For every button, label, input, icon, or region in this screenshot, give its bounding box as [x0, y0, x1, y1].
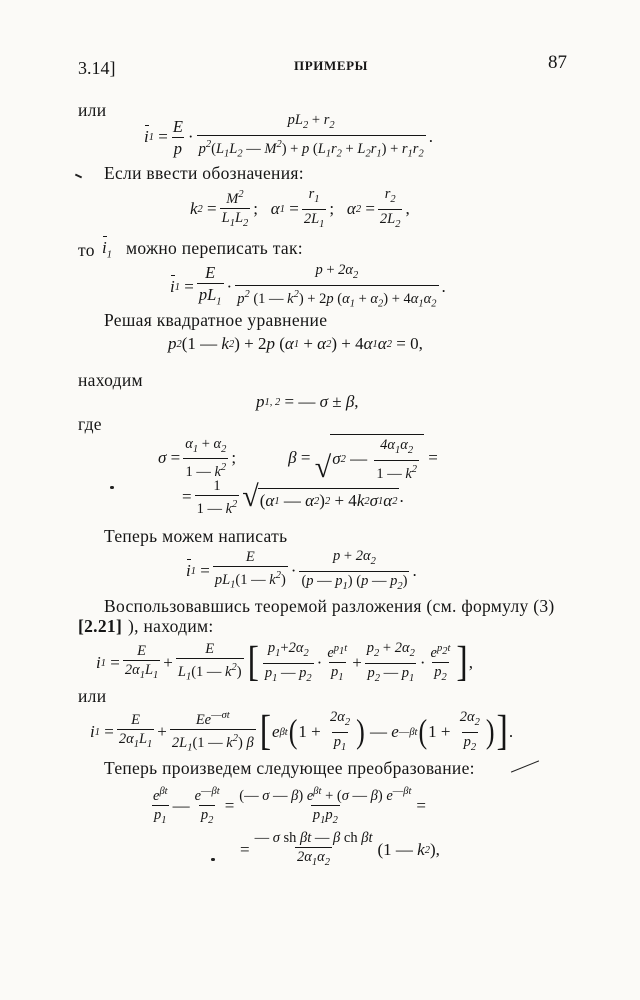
running-title: ПРИМЕРЫ	[294, 58, 369, 73]
text-nakhodim-1: находим	[78, 370, 143, 390]
equation-transformation-result: = $\frac{\text{— σ sh βt — β ch βt}}{2\alpha_1\alpha_2}$ (1 — k 2 ),	[240, 830, 440, 871]
text-transform: Теперь произведем следующее преобразование:	[104, 758, 475, 778]
equation-roots: p 1, 2 = — σ ± β ,	[256, 392, 359, 411]
pencil-mark	[511, 760, 539, 772]
text-ili-2: или	[78, 686, 107, 706]
text-expansion-theorem: Воспользовавшись теоремой разложения (см. формулу (3)	[104, 596, 555, 616]
margin-dot-2	[211, 858, 215, 861]
text-to: то	[78, 240, 95, 260]
margin-mark	[75, 174, 82, 179]
equation-i1-factored: i 1 = $\frac{E}{pL_1(1 — k^2)}$ · $\frac{p + 2\alpha_2}{(p — p_1) (p — p_2)}$ .	[186, 548, 417, 595]
formula-reference: [2.21]	[78, 616, 123, 636]
inline-i1: $i_1$	[102, 238, 112, 261]
text-ili-1: или	[78, 100, 107, 120]
equation-quadratic: p 2 (1 — k 2 ) + 2 p ( α 1 + α 2 ) + 4 α 1 α 2 = 0,	[168, 334, 423, 353]
page-number: 87	[548, 52, 567, 73]
equation-i1-expansion: i 1 = $\frac{E}{2\alpha_1L_1}$ + $\frac{E}{L_1(1 — k^2)}$ [ $\frac{p_1+2\alpha_2}{p_1 — p_2}$ · $\frac{e^{p_1t}}{p_1}$ + $\frac{p_2 + 2\alpha_2}{p_2 — p_1}$ · $\frac{e^{p_2t}}{p_2}$ ] ,	[96, 639, 473, 686]
equation-sigma-beta: σ = $\frac{\alpha_1 + \alpha_2}{1 — k^2}$ ; β = √ σ 2 — $\frac{4\alpha_1\alpha_2}{1 — k^2}$ =	[158, 435, 438, 484]
text-nakhodim-2: ), находим:	[128, 616, 214, 636]
text-quadratic: Решая квадратное уравнение	[104, 310, 328, 330]
equation-i1-second: i 1 = $\frac{E}{pL_1}$ · $\frac{p + 2\alpha_2}{p^2 (1 — k^2) + 2p (\alpha_1 + \alpha_2) + 4\alpha_1\alpha_2}$ .	[170, 262, 446, 313]
text-notation-intro: Если ввести обозначения:	[104, 163, 304, 183]
equation-i1-first: i 1 = $\frac{E}{p}$ · $\frac{pL_2 + r_2}{p^2(L_1L_2 — M^2) + p (L_1r_2 + L_2r_1) + r_1r_2}$ .	[144, 112, 433, 163]
equation-notation: k 2 = $\frac{M^2}{L_1L_2}$ ; α 1 = $\frac{r_1}{2L_1}$ ; α 2 = $\frac{r_2}{2L_2}$ ,	[190, 186, 410, 233]
text-rewrite: можно переписать так:	[126, 238, 303, 258]
text-now-write: Теперь можем написать	[104, 526, 288, 546]
equation-i1-exponential: i 1 = $\frac{E}{2\alpha_1L_1}$ + $\frac{Ee^{—\sigma t}}{2L_1(1 — k^2) \beta}$ [ e βt ( 1 + $\frac{2\alpha_2}{p_1}$ ) — e —βt ( 1 + $\frac{2\alpha_2}{p_2}$ ) ] .	[90, 708, 514, 755]
margin-dot	[110, 486, 114, 489]
equation-transformation: $\frac{e^{\beta t}}{p_1}$ — $\frac{e^{—\beta t}}{p_2}$ = $\frac{(— \sigma — \beta) e^{\beta t} + (\sigma — \beta) e^{—\beta t}}{p_1p_2}$ =	[148, 784, 426, 829]
section-number: 3.14]	[78, 58, 116, 78]
text-gde: где	[78, 414, 102, 434]
equation-beta-expanded: = $\frac{1}{1 — k^2}$ √ ( α 1 — α 2 ) 2 + 4 k 2 σ 1 α 2 .	[182, 478, 404, 517]
